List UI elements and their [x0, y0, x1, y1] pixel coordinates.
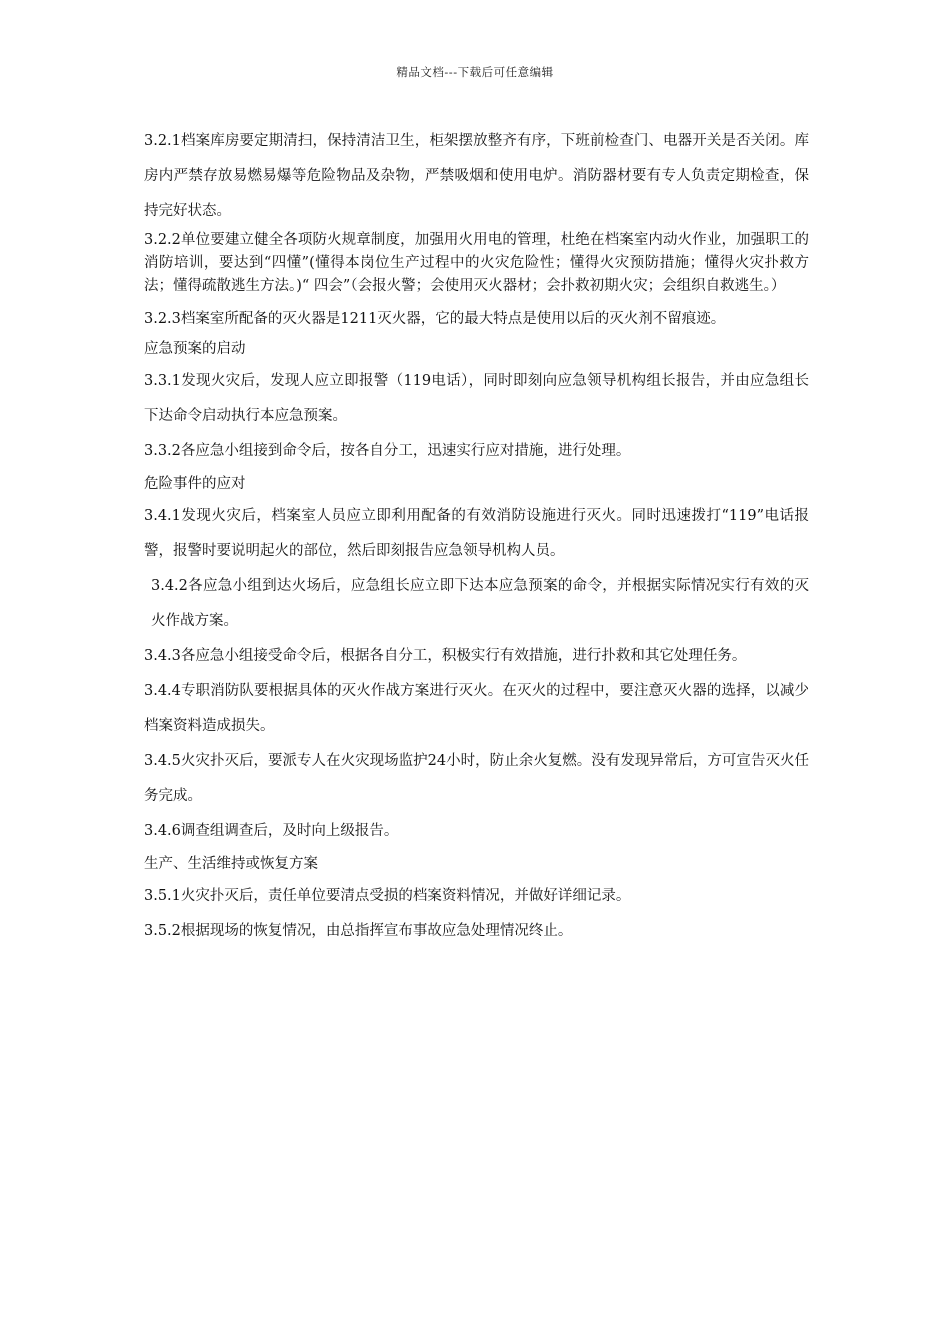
paragraph-3-3-2: 3.3.2各应急小组接到命令后，按各自分工，迅速实行应对措施，进行处理。	[144, 443, 631, 459]
paragraph-3-2-3: 3.2.3档案室所配备的灭火器是1211灭火器，它的最大特点是使用以后的灭火剂不留痕迹。	[144, 311, 726, 327]
paragraph-3-2-1: 3.2.1档案库房要定期清扫，保持清洁卫生，柜架摆放整齐有序，下班前检查门、电器开关是否关闭。库房内严禁存放易燃易爆等危险物品及杂物，严禁吸烟和使用电炉。消防器材要有专人负责定期检查，保持完好状态。	[144, 133, 809, 219]
section-heading-response: 危险事件的应对	[144, 476, 246, 492]
paragraph-3-4-4: 3.4.4专职消防队要根据具体的灭火作战方案进行灭火。在灭火的过程中，要注意灭火器的选择，以减少档案资料造成损失。	[144, 683, 809, 734]
paragraph-3-3-1: 3.3.1发现火灾后，发现人应立即报警（119电话），同时即刻向应急领导机构组长报告，并由应急组长下达命令启动执行本应急预案。	[144, 373, 809, 424]
paragraph-3-4-6: 3.4.6调查组调查后，及时向上级报告。	[144, 823, 399, 839]
paragraph-3-4-5: 3.4.5火灾扑灭后，要派专人在火灾现场监护24小时，防止余火复燃。没有发现异常后，方可宣告灭火任务完成。	[144, 753, 809, 804]
paragraph-3-4-2: 3.4.2各应急小组到达火场后，应急组长应立即下达本应急预案的命令，并根据实际情况实行有效的灭火作战方案。	[151, 578, 809, 629]
paragraph-3-4-3: 3.4.3各应急小组接受命令后，根据各自分工，积极实行有效措施，进行扑救和其它处理任务。	[144, 648, 747, 664]
paragraph-3-4-1: 3.4.1发现火灾后，档案室人员应立即利用配备的有效消防设施进行灭火。同时迅速拨打“119”电话报警，报警时要说明起火的部位，然后即刻报告应急领导机构人员。	[144, 508, 809, 559]
section-heading-recovery: 生产、生活维持或恢复方案	[144, 856, 318, 872]
document-body	[144, 124, 809, 949]
paragraph-3-2-2: 3.2.2单位要建立健全各项防火规章制度，加强用火用电的管理，杜绝在档案室内动火作业，加强职工的消防培训，要达到“四懂”(懂得本岗位生产过程中的火灾危险性；懂得火灾预防措施；懂得火灾扑救方法；懂得疏散逃生方法。)“ 四会”（会报火警；会使用灭火器材；会扑救初期火灾；会组织自救逃生。）	[144, 232, 809, 294]
section-heading-activation: 应急预案的启动	[144, 341, 246, 357]
page-header: 精品文档---下载后可任意编辑	[396, 65, 554, 79]
paragraph-3-5-1: 3.5.1火灾扑灭后，责任单位要清点受损的档案资料情况，并做好详细记录。	[144, 888, 631, 904]
paragraph-3-5-2: 3.5.2根据现场的恢复情况，由总指挥宣布事故应急处理情况终止。	[144, 923, 573, 939]
